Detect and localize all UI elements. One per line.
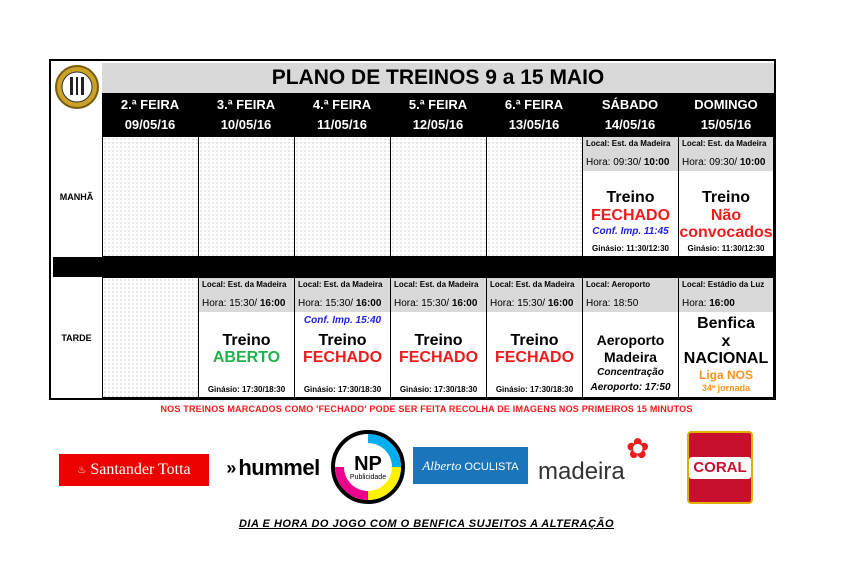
hummel-logo: » hummel [226,455,320,480]
day-header-tue: 3.ª FEIRA 10/05/16 [216,97,276,132]
session-time: Hora: 09:30/ 10:00 [679,154,773,171]
madeira-logo: ✿ madeira [538,433,650,485]
santander-logo: ♨ Santander Totta [59,454,209,486]
match-location: Local: Estádio da Luz [679,278,773,295]
session-status: FECHADO [302,349,383,366]
empty-slot [102,277,199,398]
session-type: Treino [222,332,271,349]
empty-slot [486,136,583,257]
np-publicidade-logo: NP Publicidade [331,430,405,504]
session-type: Treino [701,189,750,206]
press-conference: Conf. Imp. 15:40 [303,315,382,326]
session-thu-afternoon [390,277,487,398]
day-header-sat: SÁBADO 14/05/16 [601,97,659,132]
travel-destination: Aeroporto [596,332,665,348]
session-location: Local: Est. da Madeira [295,278,390,295]
row-separator [53,257,774,277]
session-location: Local: Est. da Madeira [583,137,678,154]
day-header-mon: 2.ª FEIRA 09/05/16 [120,97,180,132]
session-status: FECHADO [398,349,479,366]
alberto-oculista-logo: Alberto OCULISTA [413,447,528,484]
gym-time: Ginásio: 11:30/12:30 [687,244,765,253]
session-fri-afternoon [486,277,583,398]
versus: x [721,333,731,350]
session-status: FECHADO [494,349,575,366]
travel-destination-name: Madeira [604,349,657,365]
session-status-detail: convocados [679,224,773,241]
session-status: Não [710,207,742,224]
press-conference: Conf. Imp. 11:45 [592,226,669,237]
flame-icon: ♨ [77,464,87,476]
row-label-morning: MANHÃ [59,191,94,202]
airport-time: Aeroporto: 17:50 [590,382,671,393]
session-time: Hora: 09:30/ 10:00 [583,154,678,171]
competition: Liga NOS [698,368,753,382]
day-header-thu: 5.ª FEIRA 12/05/16 [408,97,468,132]
match-sun-afternoon [678,277,774,398]
empty-slot [294,136,391,257]
gym-time: Ginásio: 17:30/18:30 [495,385,574,394]
gym-time: Ginásio: 17:30/18:30 [399,385,478,394]
gym-time: Ginásio: 17:30/18:30 [207,385,286,394]
flower-icon: ✿ [626,433,650,464]
session-tue-afternoon [198,277,295,398]
session-location: Local: Est. da Madeira [487,278,582,295]
session-sat-morning [582,136,679,257]
session-sat-afternoon [582,277,679,398]
empty-slot [198,136,295,257]
session-location: Local: Est. da Madeira [391,278,486,295]
session-type: Treino [510,332,559,349]
session-location: Local: Aeroporto [583,278,678,295]
session-type: Treino [414,332,463,349]
concentration-label: Concentração [597,367,664,378]
session-status: FECHADO [590,207,671,224]
session-location: Local: Est. da Madeira [199,278,294,295]
coral-beer-logo: CORAL [687,431,753,504]
day-header-sun: DOMINGO 15/05/16 [694,97,758,132]
away-team: NACIONAL [683,350,769,367]
home-team: Benfica [697,315,755,332]
session-time: Hora: 15:30/ 16:00 [391,295,486,312]
empty-slot [102,136,199,257]
session-status: ABERTO [212,349,281,366]
schedule-title: PLANO DE TREINOS 9 a 15 MAIO [102,63,774,93]
matchday: 34ª jornada [701,383,751,393]
day-header-fri: 6.ª FEIRA 13/05/16 [504,97,564,132]
gym-time: Ginásio: 17:30/18:30 [303,385,382,394]
day-header-wed: 4.ª FEIRA 11/05/16 [312,97,372,132]
closed-training-note: NOS TREINOS MARCADOS COMO 'FECHADO' PODE SER FEITA RECOLHA DE IMAGENS NOS PRIMEIROS 15 MINUTOS [160,404,693,414]
session-type: Treino [318,332,367,349]
session-time: Hora: 15:30/ 16:00 [295,295,390,312]
club-crest [53,63,100,111]
match-time: Hora: 16:00 [679,295,773,312]
row-label-afternoon: TARDE [61,332,92,343]
session-time: Hora: 18:50 [583,295,678,312]
session-time: Hora: 15:30/ 16:00 [487,295,582,312]
session-wed-afternoon [294,277,391,398]
session-time: Hora: 15:30/ 16:00 [199,295,294,312]
session-location: Local: Est. da Madeira [679,137,773,154]
session-sun-morning [678,136,774,257]
session-type: Treino [606,189,655,206]
chevron-icon: » [226,457,237,478]
training-schedule-table [49,59,776,400]
gym-time: Ginásio: 11:30/12:30 [592,244,669,253]
match-schedule-disclaimer: DIA E HORA DO JOGO COM O BENFICA SUJEITOS A ALTERAÇÃO [238,518,615,530]
empty-slot [390,136,487,257]
